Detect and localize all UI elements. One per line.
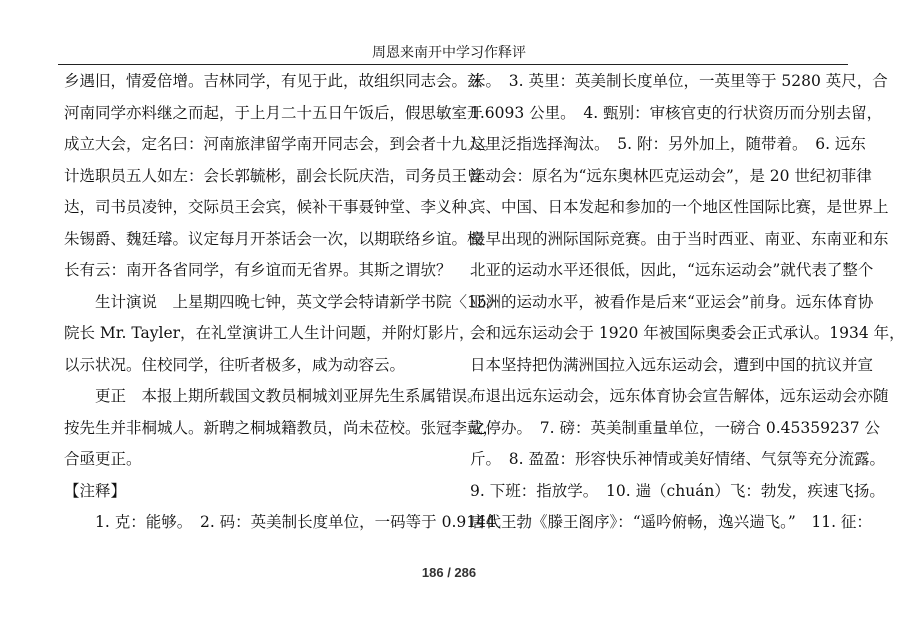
right-column: [470, 66, 905, 539]
text-line: 会和远东运动会于 1920 年被国际奥委会正式承认。1934 年，: [470, 324, 905, 342]
notes-heading: 【注释】: [64, 481, 127, 500]
text-line: 北亚的运动水平还很低，因此，“远东运动会”就代表了整个: [470, 261, 874, 279]
text-line: 宾、中国、日本发起和参加的一个地区性国际比赛，是世界上: [470, 198, 889, 216]
text-line: 生计演说 上星期四晚七钟，英文学会特请新学书院〈15〉: [64, 292, 503, 311]
text-line: 河南同学亦料继之而起，于上月二十五日午饭后，假思敏室开: [64, 103, 483, 122]
text-line: 斤。 8. 盈盈：形容快乐神情或美好情绪、气氛等充分流露。: [470, 450, 885, 468]
text-line: 更正 本报上期所载国文教员桐城刘亚屏先生系属错误。: [64, 387, 483, 405]
left-column: [64, 66, 503, 539]
text-line: 日本坚持把伪满洲国拉入远东运动会，遭到中国的抗议并宣: [470, 355, 874, 374]
header-divider: [58, 64, 848, 65]
text-line: 唐代王勃《滕王阁序》：“遥吟俯畅，逸兴遄飞。” 11. 征：: [470, 513, 872, 531]
text-line: 院长 Mr. Tayler，在礼堂演讲工人生计问题，并附灯影片，: [64, 324, 475, 342]
text-line: 成立大会，定名曰：河南旅津留学南开同志会，到会者十九人。: [64, 135, 499, 153]
text-line: 最早出现的洲际国际竞赛。由于当时西亚、南亚、东南亚和东: [470, 229, 889, 248]
text-line: 计选职员五人如左：会长郭毓彬，副会长阮庆浩，司务员王曾: [64, 166, 483, 185]
text-line: 达，司书员凌钟，交际员王会宾，候补干事聂钟堂、李义种、: [64, 198, 483, 216]
text-line: 长有云：南开各省同学，有乡谊而无省界。其斯之谓欤？: [64, 261, 452, 279]
text-line: 以示状况。住校同学，往听者极多，咸为动容云。: [64, 355, 406, 374]
text-line: 1.6093 公里。 4. 甄别：审核官吏的行状资历而分别去留，: [470, 103, 883, 122]
text-line: 米。 3. 英里：英美制长度单位，一英里等于 5280 英尺，合: [470, 72, 888, 90]
text-line: 这里泛指选择淘汰。 5. 附：另外加上，随带着。 6. 远东: [470, 135, 866, 153]
page-header: 周恩来南开中学习作释评: [372, 45, 526, 61]
page-number: 186 / 286: [421, 565, 477, 580]
text-line: 之停办。 7. 磅：英美制重量单位，一磅合 0.45359237 公: [470, 418, 881, 437]
text-line: 1. 克：能够。 2. 码：英美制长度单位，一码等于 0.9144: [64, 513, 496, 531]
text-line: 乡遇旧，情爱倍增。吉林同学，有见于此，故组织同志会。兹: [64, 72, 483, 90]
text-line: 亚洲的运动水平，被看作是后来“亚运会”前身。远东体育协: [470, 292, 874, 311]
text-line: 按先生并非桐城人。新聘之桐城籍教员，尚未莅校。张冠李戴，: [64, 418, 499, 437]
text-line: 9. 下班：指放学。 10. 遄（chuán）飞：勃发，疾速飞扬。: [470, 481, 885, 500]
text-line: 运动会：原名为“远东奥林匹克运动会”，是 20 世纪初菲律: [470, 166, 872, 185]
text-line: 布退出远东运动会，远东体育协会宣告解体，远东运动会亦随: [470, 387, 889, 405]
text-line: 朱锡爵、魏廷璿。议定每月开茶话会一次，以期联络乡谊。校: [64, 229, 483, 248]
text-line: 合亟更正。: [64, 450, 142, 468]
